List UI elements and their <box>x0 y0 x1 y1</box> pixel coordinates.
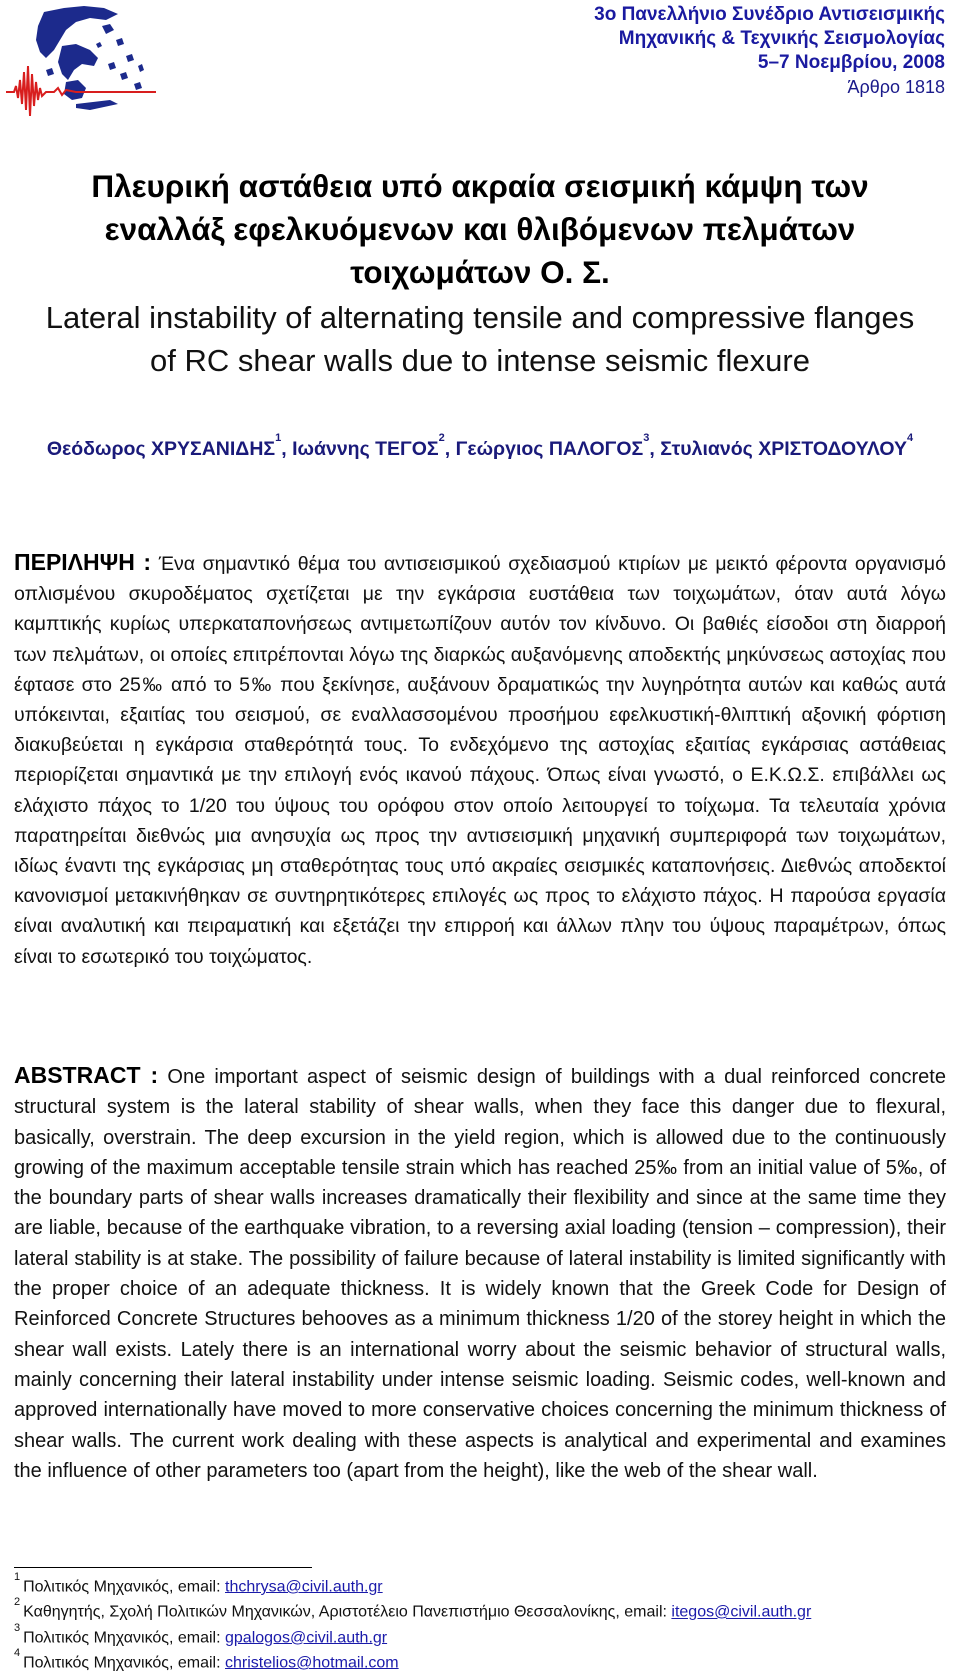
abstract-greek-label: ΠΕΡΙΛΗΨΗ : <box>14 549 152 575</box>
footnote-number: 2 <box>14 1596 21 1609</box>
footnote <box>14 1597 954 1622</box>
title-greek <box>40 165 920 294</box>
title-english <box>10 296 950 382</box>
author-name: Στυλιανός ΧΡΙΣΤΟΔΟΥΛΟΥ <box>660 438 908 460</box>
author-name: Θεόδωρος ΧΡΥΣΑΝΙΔΗΣ <box>46 438 276 460</box>
title-greek-line: τοιχωμάτων Ο. Σ. <box>350 254 610 290</box>
abstract-english-label: ABSTRACT : <box>14 1062 159 1088</box>
conference-name-line2: Μηχανικής & Τεχνικής Σεισμολογίας <box>618 28 945 49</box>
title-english-line: Lateral instability of alternating tensile and compressive flanges <box>45 300 915 335</box>
conference-header <box>385 3 945 99</box>
conference-dates: 5–7 Νοεμβρίου, 2008 <box>757 52 945 73</box>
conference-logo <box>6 0 158 124</box>
footnote-number: 3 <box>14 1621 21 1634</box>
author-name: Γεώργιος ΠΑΛΟΓΟΣ <box>455 438 644 460</box>
article-number: Άρθρο 1818 <box>847 77 945 97</box>
footnote <box>14 1572 954 1597</box>
footnote-number: 1 <box>14 1571 21 1583</box>
title-greek-line: εναλλάξ εφελκυόμενων και θλιβόμενων πελμάτων <box>104 211 856 247</box>
author-ref: 2 <box>438 432 445 444</box>
author-ref: 1 <box>275 432 282 444</box>
conference-name-line1: 3ο Πανελλήνιο Συνέδριο Αντισεισμικής <box>594 4 945 25</box>
footnote-email-link[interactable]: gpalogos@civil.auth.gr <box>225 1628 388 1646</box>
abstract-greek-text: Ένα σημαντικό θέμα του αντισεισμικού σχεδιασμού κτιρίων με μεικτό φέροντα οργανισμό οπλισμένου σκυροδέματος σχετίζεται με την εγκάρσια ευστάθεια των τοιχωμάτων, όταν αυτά λόγω καμπτικής κυρίως υπερκαταπονήσεως αντιμετωπίζουν αυτόν τον κίνδυνο. Οι βαθιές είσοδοι στη διαρροή των πελμάτων, οι οποίες επιτρέπονται λόγω της διαρκώς αυξανόμενης αποδεκτής μηκύνσεως αστοχίας που έφτασε στο 25‰ από το 5‰ που ξεκίνησε, αυξάνουν δραματικώς την λυγηρότητα αυτών και καθώς αυτά υπόκεινται, εξαιτίας του σεισμού, σε εναλλασσομένου προσήμου εφελκυστική-θλιπτική αξονική φόρτιση διακυβεύεται η εγκάρσια σταθερότητά τους. Το ενδεχόμενο της αστοχίας εξαιτίας εγκάρσιας αστάθειας περιορίζεται σημαντικά με την επιλογή ενός ικανού πάχους. Όπως είναι γνωστό, ο Ε.Κ.Ω.Σ. επιβάλλει ως ελάχιστο πάχος το 1/20 του ύψους του ορόφου στον οποίο λειτουργεί το τοίχωμα. Τα τελευταία χρόνια παρατηρείται διεθνώς μια ανησυχία ως προς την αντισεισμική μηχανική συμπεριφορά των τοιχωμάτων, ιδίως έναντι της εγκάρσιας μη σταθερότητας τους υπό ακραίες σεισμικές καταπονήσεις. Διεθνώς αποδεκτοί κανονισμοί μετακινήθηκαν σε συντηρητικότερες επιλογές ως προς το ελάχιστο πάχος. Η παρούσα εργασία είναι αναλυτική και πειραματική και εξετάζει την επιρροή και άλλων πλην του ύψους παραμέτρων, όπως είναι το εσωτερικό του τοιχώματος. <box>14 553 947 968</box>
footnote-email-link[interactable]: christelios@hotmail.com <box>225 1654 399 1672</box>
author-name: Ιωάννης ΤΕΓΟΣ <box>292 438 439 460</box>
footnote-text: Πολιτικός Μηχανικός, email: <box>23 1578 225 1596</box>
footnote-number: 4 <box>14 1646 21 1659</box>
abstract-english-text: One important aspect of seismic design of buildings with a dual reinforced concrete structural system is the lateral stability of shear walls, when they face this danger due to flexural, basically, overstrain. The deep excursion in the yield region, which is allowed due to the continuously growing of the maximum acceptable tensile strain which has reached 25‰ from an initial value of 5‰, of the boundary parts of shear walls increases dramatically their flexibility and since at the same time they are liable, because of the earthquake vibration, to a reversing axial loading (tension – compression), their lateral stability is at stake. The possibility of failure because of lateral instability is limited significantly with the proper choice of an adequate thickness. It is widely known that the Greek Code for Design of Reinforced Concrete Structures behooves as a minimum thickness 1/20 of the storey height in which the shear wall exists. Lately there is an international worry about the seismic behavior of structural walls, mainly concerning their lateral instability under intense seismic loading. Seismic codes, well-known and approved internationally have moved to more conservative choices concerning the minimum thickness of shear walls. The current work dealing with these aspects is analytical and experimental and examines the influence of other parameters too (apart from the height), like the web of the shear wall. <box>14 1066 946 1482</box>
greece-map-icon <box>36 6 144 110</box>
author-ref: 4 <box>907 432 914 444</box>
footnote <box>14 1648 954 1673</box>
author-ref: 3 <box>643 432 650 444</box>
footnote <box>14 1623 954 1648</box>
footnote-text: Πολιτικός Μηχανικός, email: <box>23 1628 225 1646</box>
title-greek-line: Πλευρική αστάθεια υπό ακραία σεισμική κάμψη των <box>91 168 869 204</box>
footnote-email-link[interactable]: itegos@civil.auth.gr <box>671 1603 812 1621</box>
title-english-line: of RC shear walls due to intense seismic flexure <box>150 343 810 378</box>
footnote-text: Καθηγητής, Σχολή Πολιτικών Μηχανικών, Αριστοτέλειο Πανεπιστήμιο Θεσσαλονίκης, email: <box>23 1603 672 1621</box>
abstract-greek <box>14 547 946 972</box>
footnote-divider <box>14 1567 312 1568</box>
footnote-text: Πολιτικός Μηχανικός, email: <box>23 1654 225 1672</box>
footnotes <box>14 1572 954 1673</box>
author-list: Θεόδωρος ΧΡΥΣΑΝΙΔΗΣ$^1$, Ιωάννης ΤΕΓΟΣ$^2$, Γεώργιος ΠΑΛΟΓΟΣ$^3$, Στυλιανός ΧΡΙΣΤΟΔΟΥΛΟΥ$^4$ <box>46 432 914 460</box>
abstract-english <box>14 1060 946 1486</box>
footnote-email-link[interactable]: thchrysa@civil.auth.gr <box>225 1578 383 1596</box>
